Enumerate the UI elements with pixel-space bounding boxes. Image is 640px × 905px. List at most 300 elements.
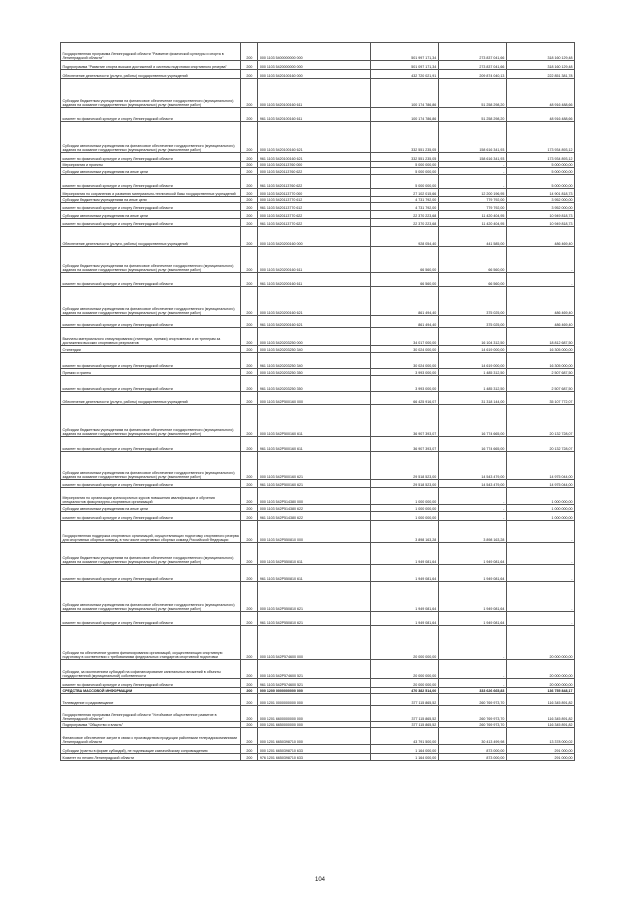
table-row <box>61 505 575 512</box>
table-row <box>61 168 575 175</box>
row-name: Премии и гранты <box>61 369 241 376</box>
row-value-remaining: - <box>506 521 574 543</box>
row-value-executed: 779 792,00 <box>438 197 506 203</box>
row-value-remaining: 3 952 000,00 <box>506 203 574 211</box>
row-value-remaining: 48 916 488,66 <box>506 108 574 122</box>
row-value-approved: 1 949 081,64 <box>370 612 438 626</box>
row-value-executed: - <box>438 168 506 175</box>
row-value-approved: 100 174 786,86 <box>370 108 438 122</box>
row-value-executed: 1 949 081,64 <box>438 543 506 565</box>
row-admin-code: 200 <box>241 79 258 108</box>
row-value-executed: 16 104 312,50 <box>438 328 506 346</box>
row-value-executed: 375 025,00 <box>438 287 506 316</box>
table-row <box>61 660 575 679</box>
row-value-approved: 20 000 000,00 <box>370 626 438 660</box>
row-value-approved: 66 425 916,07 <box>370 392 438 405</box>
row-name: комитет по физической культуре и спорту Ленинградской области <box>61 679 241 688</box>
table-row <box>61 488 575 505</box>
row-value-approved: 30 024 000,00 <box>370 353 438 369</box>
table-row <box>61 70 575 79</box>
row-budget-code: 000 1103 5420113770 622 <box>258 211 370 219</box>
row-admin-code: 200 <box>241 582 258 612</box>
row-value-approved: 1 949 081,64 <box>370 543 438 565</box>
row-value-approved: 22 370 223,68 <box>370 211 438 219</box>
row-admin-code: 200 <box>241 353 258 369</box>
row-budget-code: 961 1103 5420100160 611 <box>258 108 370 122</box>
row-value-executed: 12 200 196,95 <box>438 189 506 197</box>
row-value-executed: 333 626 665,83 <box>438 688 506 694</box>
row-admin-code: 200 <box>241 543 258 565</box>
row-value-remaining: 5 000 000,00 <box>506 168 574 175</box>
row-budget-code: 961 1103 542Р550810 611 <box>258 565 370 582</box>
row-value-approved: 501 997 171,34 <box>370 43 438 61</box>
row-name: Стипендии <box>61 346 241 353</box>
row-name: Государственная программа Ленинградской области "Развитие физической культуры и спорта в Ленинградской области" <box>61 43 241 61</box>
row-name: Субсидии бюджетным учреждениям на финансовое обеспечение государственного (муниципального) задания на оказание государственных (муниципальных) услуг (выполнение работ) <box>61 405 241 437</box>
row-value-approved: 36 907 393,07 <box>370 437 438 452</box>
row-budget-code: 000 1103 5420100160 621 <box>258 122 370 153</box>
table-row <box>61 376 575 392</box>
row-admin-code: 200 <box>241 153 258 162</box>
row-name: Обеспечение деятельности (услуги, работы) государственных учреждений <box>61 70 241 79</box>
row-budget-code: 000 1103 5420200160 611 <box>258 247 370 273</box>
row-budget-code: 976 1201 6650398710 633 <box>258 754 370 761</box>
table-row <box>61 175 575 189</box>
row-value-approved: 27 102 015,66 <box>370 189 438 197</box>
row-value-executed: 1 485 312,50 <box>438 369 506 376</box>
row-name: комитет по физической культуре и спорту Ленинградской области <box>61 565 241 582</box>
row-admin-code: 200 <box>241 452 258 480</box>
row-value-executed: 16 774 665,00 <box>438 437 506 452</box>
row-admin-code: 200 <box>241 247 258 273</box>
table-row <box>61 353 575 369</box>
row-name: Субсидии (гранты в форме субсидий), не подлежащие казначейскому сопровождению <box>61 745 241 754</box>
row-budget-code: 000 1103 5420203250 000 <box>258 328 370 346</box>
row-name: Субсидии автономным учреждениям на финансовое обеспечение государственного (муниципального) задания на оказание государственных (муниципальных) услуг (выполнение работ) <box>61 122 241 153</box>
table-row <box>61 247 575 273</box>
row-value-approved: 4 731 792,00 <box>370 197 438 203</box>
table-row <box>61 521 575 543</box>
row-value-executed: 273 837 041,66 <box>438 43 506 61</box>
row-name: комитет по физической культуре и спорту Ленинградской области <box>61 203 241 211</box>
row-budget-code: 000 1201 6650398710 633 <box>258 745 370 754</box>
row-value-approved: 332 551 235,05 <box>370 122 438 153</box>
row-budget-code: 000 1103 542Р500160 621 <box>258 452 370 480</box>
row-admin-code: 200 <box>241 376 258 392</box>
row-value-executed: 1 949 081,64 <box>438 565 506 582</box>
row-value-approved: 66 560,00 <box>370 247 438 273</box>
row-name: Подпрограмма "Общество и власть" <box>61 722 241 728</box>
row-name: комитет по физической культуре и спорту Ленинградской области <box>61 219 241 227</box>
row-name: комитет по физической культуре и спорту Ленинградской области <box>61 316 241 328</box>
row-value-remaining: - <box>506 612 574 626</box>
document-page <box>60 42 575 761</box>
row-value-approved: 861 494,40 <box>370 287 438 316</box>
row-value-approved: 20 000 000,00 <box>370 660 438 679</box>
row-budget-code: 000 1103 5420113770 612 <box>258 197 370 203</box>
row-budget-code: 961 1103 5420113770 612 <box>258 203 370 211</box>
row-budget-code: 961 1103 5420203250 350 <box>258 376 370 392</box>
row-value-remaining: 1 000 000,00 <box>506 512 574 521</box>
row-name: комитет по физической культуре и спорту Ленинградской области <box>61 612 241 626</box>
row-budget-code: 000 1103 5420100160 000 <box>258 70 370 79</box>
row-name: комитет по физической культуре и спорту Ленинградской области <box>61 512 241 521</box>
row-budget-code: 000 1103 5420113760 622 <box>258 168 370 175</box>
row-admin-code: 200 <box>241 273 258 287</box>
table-row <box>61 565 575 582</box>
row-value-executed: 14 543 479,00 <box>438 452 506 480</box>
row-admin-code: 200 <box>241 706 258 722</box>
row-admin-code: 200 <box>241 660 258 679</box>
row-value-executed: 158 616 341,93 <box>438 153 506 162</box>
table-row <box>61 287 575 316</box>
row-name: Субсидии, за исключением субсидий на софинансирование капитальных вложений в объекты государственной (муниципальной) собственности <box>61 660 241 679</box>
row-value-executed: 1 949 081,64 <box>438 612 506 626</box>
row-value-approved: 1 164 000,00 <box>370 745 438 754</box>
row-value-remaining: - <box>506 543 574 565</box>
row-name: Субсидии автономным учреждениям на финансовое обеспечение государственного (муниципального) задания на оказание государственных (муниципальных) услуг (выполнение работ) <box>61 452 241 480</box>
row-budget-code: 000 1103 542Р500160 611 <box>258 405 370 437</box>
row-value-remaining: 318 160 129,48 <box>506 61 574 70</box>
row-value-remaining: - <box>506 582 574 612</box>
row-value-approved: 22 370 223,68 <box>370 219 438 227</box>
row-value-approved: 5 000 000,00 <box>370 175 438 189</box>
row-value-executed: - <box>438 679 506 688</box>
row-budget-code: 000 1103 5400000000 000 <box>258 43 370 61</box>
table-row <box>61 706 575 722</box>
row-value-executed: 873 000,00 <box>438 745 506 754</box>
row-admin-code: 200 <box>241 43 258 61</box>
row-value-approved: 20 000 000,00 <box>370 679 438 688</box>
row-admin-code: 200 <box>241 612 258 626</box>
row-budget-code: 000 1201 0000000000 000 <box>258 694 370 706</box>
table-row <box>61 694 575 706</box>
row-budget-code: 961 1103 542Р550810 621 <box>258 612 370 626</box>
row-budget-code: 000 1103 542Р574600 521 <box>258 660 370 679</box>
row-value-executed: 66 560,00 <box>438 247 506 273</box>
row-value-remaining: 10 949 818,73 <box>506 219 574 227</box>
row-admin-code: 200 <box>241 626 258 660</box>
row-value-approved: 1 000 000,00 <box>370 505 438 512</box>
table-row <box>61 512 575 521</box>
row-value-executed: 260 769 973,70 <box>438 722 506 728</box>
row-value-approved: 861 494,40 <box>370 316 438 328</box>
table-row <box>61 153 575 162</box>
row-name: Субсидии автономным учреждениям на иные цели <box>61 505 241 512</box>
row-budget-code: 961 1103 5420100160 621 <box>258 153 370 162</box>
row-name: Субсидии бюджетным учреждениям на финансовое обеспечение государственного (муниципального) задания на оказание государственных (муниципальных) услуг (выполнение работ) <box>61 543 241 565</box>
row-admin-code: 200 <box>241 162 258 168</box>
row-value-executed: 11 420 404,95 <box>438 219 506 227</box>
row-admin-code: 200 <box>241 227 258 247</box>
row-value-executed: - <box>438 512 506 521</box>
row-value-executed: 14 619 000,00 <box>438 353 506 369</box>
row-value-remaining: 16 305 000,00 <box>506 346 574 353</box>
row-value-approved: 377 115 865,52 <box>370 694 438 706</box>
row-value-approved: 29 518 523,00 <box>370 480 438 488</box>
row-budget-code: 961 1103 542Р514380 622 <box>258 512 370 521</box>
table-row <box>61 61 575 70</box>
table-row <box>61 369 575 376</box>
row-value-executed: - <box>438 488 506 505</box>
row-value-approved: 3 898 163,28 <box>370 521 438 543</box>
row-value-remaining: 14 901 818,73 <box>506 189 574 197</box>
row-value-executed: 14 543 479,00 <box>438 480 506 488</box>
row-name: Обеспечение деятельности (услуги, работы) государственных учреждений <box>61 227 241 247</box>
row-value-executed: 779 792,00 <box>438 203 506 211</box>
row-name: Субсидии автономным учреждениям на иные цели <box>61 168 241 175</box>
row-value-remaining: 173 934 893,12 <box>506 122 574 153</box>
row-budget-code: 961 1103 542Р574600 521 <box>258 679 370 688</box>
row-admin-code: 200 <box>241 316 258 328</box>
row-budget-code: 000 1103 5420200160 621 <box>258 287 370 316</box>
table-row <box>61 626 575 660</box>
row-value-approved: 1 000 000,00 <box>370 488 438 505</box>
row-admin-code: 200 <box>241 346 258 353</box>
row-admin-code: 200 <box>241 521 258 543</box>
row-value-remaining: 116 345 891,82 <box>506 706 574 722</box>
row-value-remaining: 20 132 728,07 <box>506 437 574 452</box>
row-admin-code: 200 <box>241 722 258 728</box>
row-name: Мероприятия по организации краткосрочных курсов повышения квалификации и обучения специалистов физкультурно-спортивных организаций <box>61 488 241 505</box>
table-row <box>61 328 575 346</box>
row-admin-code: 200 <box>241 328 258 346</box>
table-row <box>61 728 575 745</box>
row-admin-code: 200 <box>241 175 258 189</box>
row-value-remaining: 3 952 000,00 <box>506 197 574 203</box>
row-admin-code: 200 <box>241 405 258 437</box>
row-value-executed: 51 258 298,20 <box>438 79 506 108</box>
row-value-remaining: 486 469,40 <box>506 227 574 247</box>
row-value-executed: 260 769 973,70 <box>438 694 506 706</box>
row-budget-code: 000 1103 542Р514380 622 <box>258 505 370 512</box>
row-value-remaining: 1 000 000,00 <box>506 505 574 512</box>
row-budget-code: 000 1103 542Р574600 000 <box>258 626 370 660</box>
row-admin-code: 200 <box>241 168 258 175</box>
row-value-remaining: 291 000,00 <box>506 754 574 761</box>
row-value-approved: 501 097 171,34 <box>370 61 438 70</box>
row-budget-code: 000 1201 6650000000 000 <box>258 722 370 728</box>
row-value-approved: 377 115 865,52 <box>370 722 438 728</box>
row-budget-code: 000 1103 5420000000 000 <box>258 61 370 70</box>
row-value-remaining: 136 755 848,17 <box>506 688 574 694</box>
table-row <box>61 43 575 61</box>
row-value-executed: - <box>438 175 506 189</box>
row-budget-code: 961 1103 5420200160 621 <box>258 316 370 328</box>
row-value-executed: 16 774 665,00 <box>438 405 506 437</box>
table-row <box>61 108 575 122</box>
row-admin-code: 200 <box>241 203 258 211</box>
row-admin-code: 200 <box>241 189 258 197</box>
budget-table <box>60 42 575 761</box>
row-value-executed: - <box>438 626 506 660</box>
row-value-approved: 4 731 792,00 <box>370 203 438 211</box>
row-value-approved: 66 560,00 <box>370 273 438 287</box>
row-budget-code: 000 1103 542Р550810 611 <box>258 543 370 565</box>
table-row <box>61 79 575 108</box>
table-row <box>61 543 575 565</box>
row-name: комитет по физической культуре и спорту Ленинградской области <box>61 108 241 122</box>
table-row <box>61 437 575 452</box>
row-budget-code: 000 1201 6600000000 000 <box>258 706 370 722</box>
row-value-approved: 43 791 500,00 <box>370 728 438 745</box>
row-value-approved: 3 993 000,00 <box>370 376 438 392</box>
row-name: комитет по физической культуре и спорту Ленинградской области <box>61 153 241 162</box>
table-row <box>61 203 575 211</box>
table-row <box>61 582 575 612</box>
row-value-approved: 30 024 000,00 <box>370 346 438 353</box>
row-admin-code: 200 <box>241 565 258 582</box>
row-value-executed: 873 000,00 <box>438 754 506 761</box>
row-value-approved: 5 000 000,00 <box>370 168 438 175</box>
table-row <box>61 122 575 153</box>
row-value-remaining: 5 000 000,00 <box>506 162 574 168</box>
row-budget-code: 000 1103 5420203250 340 <box>258 346 370 353</box>
row-admin-code: 200 <box>241 688 258 694</box>
row-value-remaining: 10 949 818,73 <box>506 211 574 219</box>
row-value-remaining: - <box>506 273 574 287</box>
row-value-executed: 14 619 000,00 <box>438 346 506 353</box>
row-name: комитет по физической культуре и спорту Ленинградской области <box>61 353 241 369</box>
row-budget-code: 961 1103 542Р500160 621 <box>258 480 370 488</box>
row-value-approved: 1 949 081,64 <box>370 565 438 582</box>
row-budget-code: 000 1103 5420100160 611 <box>258 79 370 108</box>
row-value-remaining: 318 160 129,48 <box>506 43 574 61</box>
row-value-approved: 36 907 393,07 <box>370 405 438 437</box>
row-value-executed: 31 318 144,00 <box>438 392 506 405</box>
table-row <box>61 452 575 480</box>
row-budget-code: 000 1200 0000000000 000 <box>258 688 370 694</box>
row-name: Субсидии бюджетным учреждениям на финансовое обеспечение государственного (муниципального) задания на оказание государственных (муниципальных) услуг (выполнение работ) <box>61 247 241 273</box>
row-value-remaining: 18 812 687,50 <box>506 328 574 346</box>
row-value-executed: 158 616 341,93 <box>438 122 506 153</box>
row-name: Мероприятия по сохранению и развитию материально-технической базы государственных учреждений <box>61 189 241 197</box>
row-name: комитет по физической культуре и спорту Ленинградской области <box>61 273 241 287</box>
row-value-remaining: 35 107 772,07 <box>506 392 574 405</box>
row-value-executed: 1 485 312,50 <box>438 376 506 392</box>
row-budget-code: 000 1103 5420113770 000 <box>258 189 370 197</box>
row-value-executed: 375 025,00 <box>438 316 506 328</box>
row-admin-code: 200 <box>241 512 258 521</box>
row-budget-code: 000 1103 542Р550810 000 <box>258 521 370 543</box>
row-name: Выплаты материального стимулирования (стипендии, премии) спортсменам и их тренерам за достижения высоких спортивных результатов <box>61 328 241 346</box>
table-row <box>61 211 575 219</box>
row-value-approved: 1 164 000,00 <box>370 754 438 761</box>
row-value-executed: 273 837 041,66 <box>438 61 506 70</box>
row-name: комитет по физической культуре и спорту Ленинградской области <box>61 376 241 392</box>
row-value-remaining: 14 975 044,00 <box>506 480 574 488</box>
table-row <box>61 745 575 754</box>
row-name: комитет по физической культуре и спорту Ленинградской области <box>61 437 241 452</box>
row-value-approved: 100 174 786,86 <box>370 79 438 108</box>
row-value-approved: 3 993 000,00 <box>370 369 438 376</box>
row-name: Субсидии автономным учреждениям на финансовое обеспечение государственного (муниципального) задания на оказание государственных (муниципальных) услуг (выполнение работ) <box>61 582 241 612</box>
row-name: Субсидии бюджетным учреждениям на финансовое обеспечение государственного (муниципального) задания на оказание государственных (муниципальных) услуг (выполнение работ) <box>61 79 241 108</box>
row-value-remaining: 20 000 000,00 <box>506 626 574 660</box>
row-value-remaining: 486 469,40 <box>506 287 574 316</box>
row-admin-code: 200 <box>241 61 258 70</box>
row-value-remaining: 13 378 000,02 <box>506 728 574 745</box>
row-budget-code: 961 1103 5420203250 340 <box>258 353 370 369</box>
row-value-executed: - <box>438 162 506 168</box>
row-name: СРЕДСТВА МАССОВОЙ ИНФОРМАЦИИ <box>61 688 241 694</box>
row-value-approved: 332 551 235,05 <box>370 153 438 162</box>
row-name: Телевидение и радиовещание <box>61 694 241 706</box>
row-admin-code: 200 <box>241 754 258 761</box>
row-value-remaining: - <box>506 565 574 582</box>
row-admin-code: 200 <box>241 745 258 754</box>
table-row <box>61 754 575 761</box>
row-admin-code: 200 <box>241 437 258 452</box>
row-value-remaining: 116 345 891,82 <box>506 722 574 728</box>
row-value-executed: 51 258 298,20 <box>438 108 506 122</box>
row-value-executed: 66 560,00 <box>438 273 506 287</box>
row-admin-code: 200 <box>241 122 258 153</box>
row-admin-code: 200 <box>241 287 258 316</box>
row-value-remaining: 20 000 000,00 <box>506 679 574 688</box>
row-name: комитет по физической культуре и спорту Ленинградской области <box>61 175 241 189</box>
row-value-approved: 1 000 000,00 <box>370 512 438 521</box>
row-value-remaining: 116 345 891,82 <box>506 694 574 706</box>
row-value-executed: - <box>438 505 506 512</box>
table-row <box>61 316 575 328</box>
row-value-executed: 209 874 040,13 <box>438 70 506 79</box>
row-name: Субсидии автономным учреждениям на финансовое обеспечение государственного (муниципального) задания на оказание государственных (муниципальных) услуг (выполнение работ) <box>61 287 241 316</box>
row-value-remaining: 2 507 687,50 <box>506 369 574 376</box>
row-value-remaining: 14 975 044,00 <box>506 452 574 480</box>
row-budget-code: 000 1103 5420203250 350 <box>258 369 370 376</box>
row-value-executed: 260 769 973,70 <box>438 706 506 722</box>
row-admin-code: 200 <box>241 505 258 512</box>
row-admin-code: 200 <box>241 694 258 706</box>
table-row <box>61 219 575 227</box>
row-name: Субсидии на обеспечение уровня финансирования организаций, осуществляющих спортивную подготовку в соответствии с требованиями федеральных стандартов спортивной подготовки <box>61 626 241 660</box>
table-row <box>61 227 575 247</box>
row-budget-code: 000 1103 5420200160 000 <box>258 227 370 247</box>
row-value-approved: 5 000 000,00 <box>370 162 438 168</box>
row-value-remaining: 2 507 687,50 <box>506 376 574 392</box>
row-value-executed: 11 420 404,95 <box>438 211 506 219</box>
row-admin-code: 200 <box>241 219 258 227</box>
row-value-approved: 34 017 000,00 <box>370 328 438 346</box>
row-name: Финансовое обеспечение затрат в связи с производством продукции районными телерадиокомпаниями Ленинградской области <box>61 728 241 745</box>
row-budget-code: 961 1103 5420113760 622 <box>258 175 370 189</box>
row-admin-code: 200 <box>241 70 258 79</box>
table-row <box>61 480 575 488</box>
row-budget-code: 000 1103 542Р514380 000 <box>258 488 370 505</box>
row-value-remaining: 16 305 000,00 <box>506 353 574 369</box>
row-value-approved: 928 054,40 <box>370 227 438 247</box>
row-admin-code: 200 <box>241 211 258 219</box>
row-value-remaining: 5 000 000,00 <box>506 175 574 189</box>
row-name: комитет по физической культуре и спорту Ленинградской области <box>61 480 241 488</box>
table-row <box>61 273 575 287</box>
row-budget-code: 000 1103 5420113760 000 <box>258 162 370 168</box>
row-admin-code: 200 <box>241 392 258 405</box>
row-value-approved: 29 518 523,00 <box>370 452 438 480</box>
row-value-remaining: 20 000 000,00 <box>506 660 574 679</box>
row-name: Субсидии бюджетным учреждениям на иные цели <box>61 197 241 203</box>
row-value-executed: 1 949 081,64 <box>438 582 506 612</box>
row-name: Мероприятия и проекты <box>61 162 241 168</box>
table-row <box>61 189 575 197</box>
table-row <box>61 405 575 437</box>
row-value-remaining: 48 916 488,66 <box>506 79 574 108</box>
row-budget-code: 961 1103 542Р500160 611 <box>258 437 370 452</box>
row-admin-code: 200 <box>241 728 258 745</box>
row-admin-code: 200 <box>241 108 258 122</box>
row-value-executed: 441 585,00 <box>438 227 506 247</box>
